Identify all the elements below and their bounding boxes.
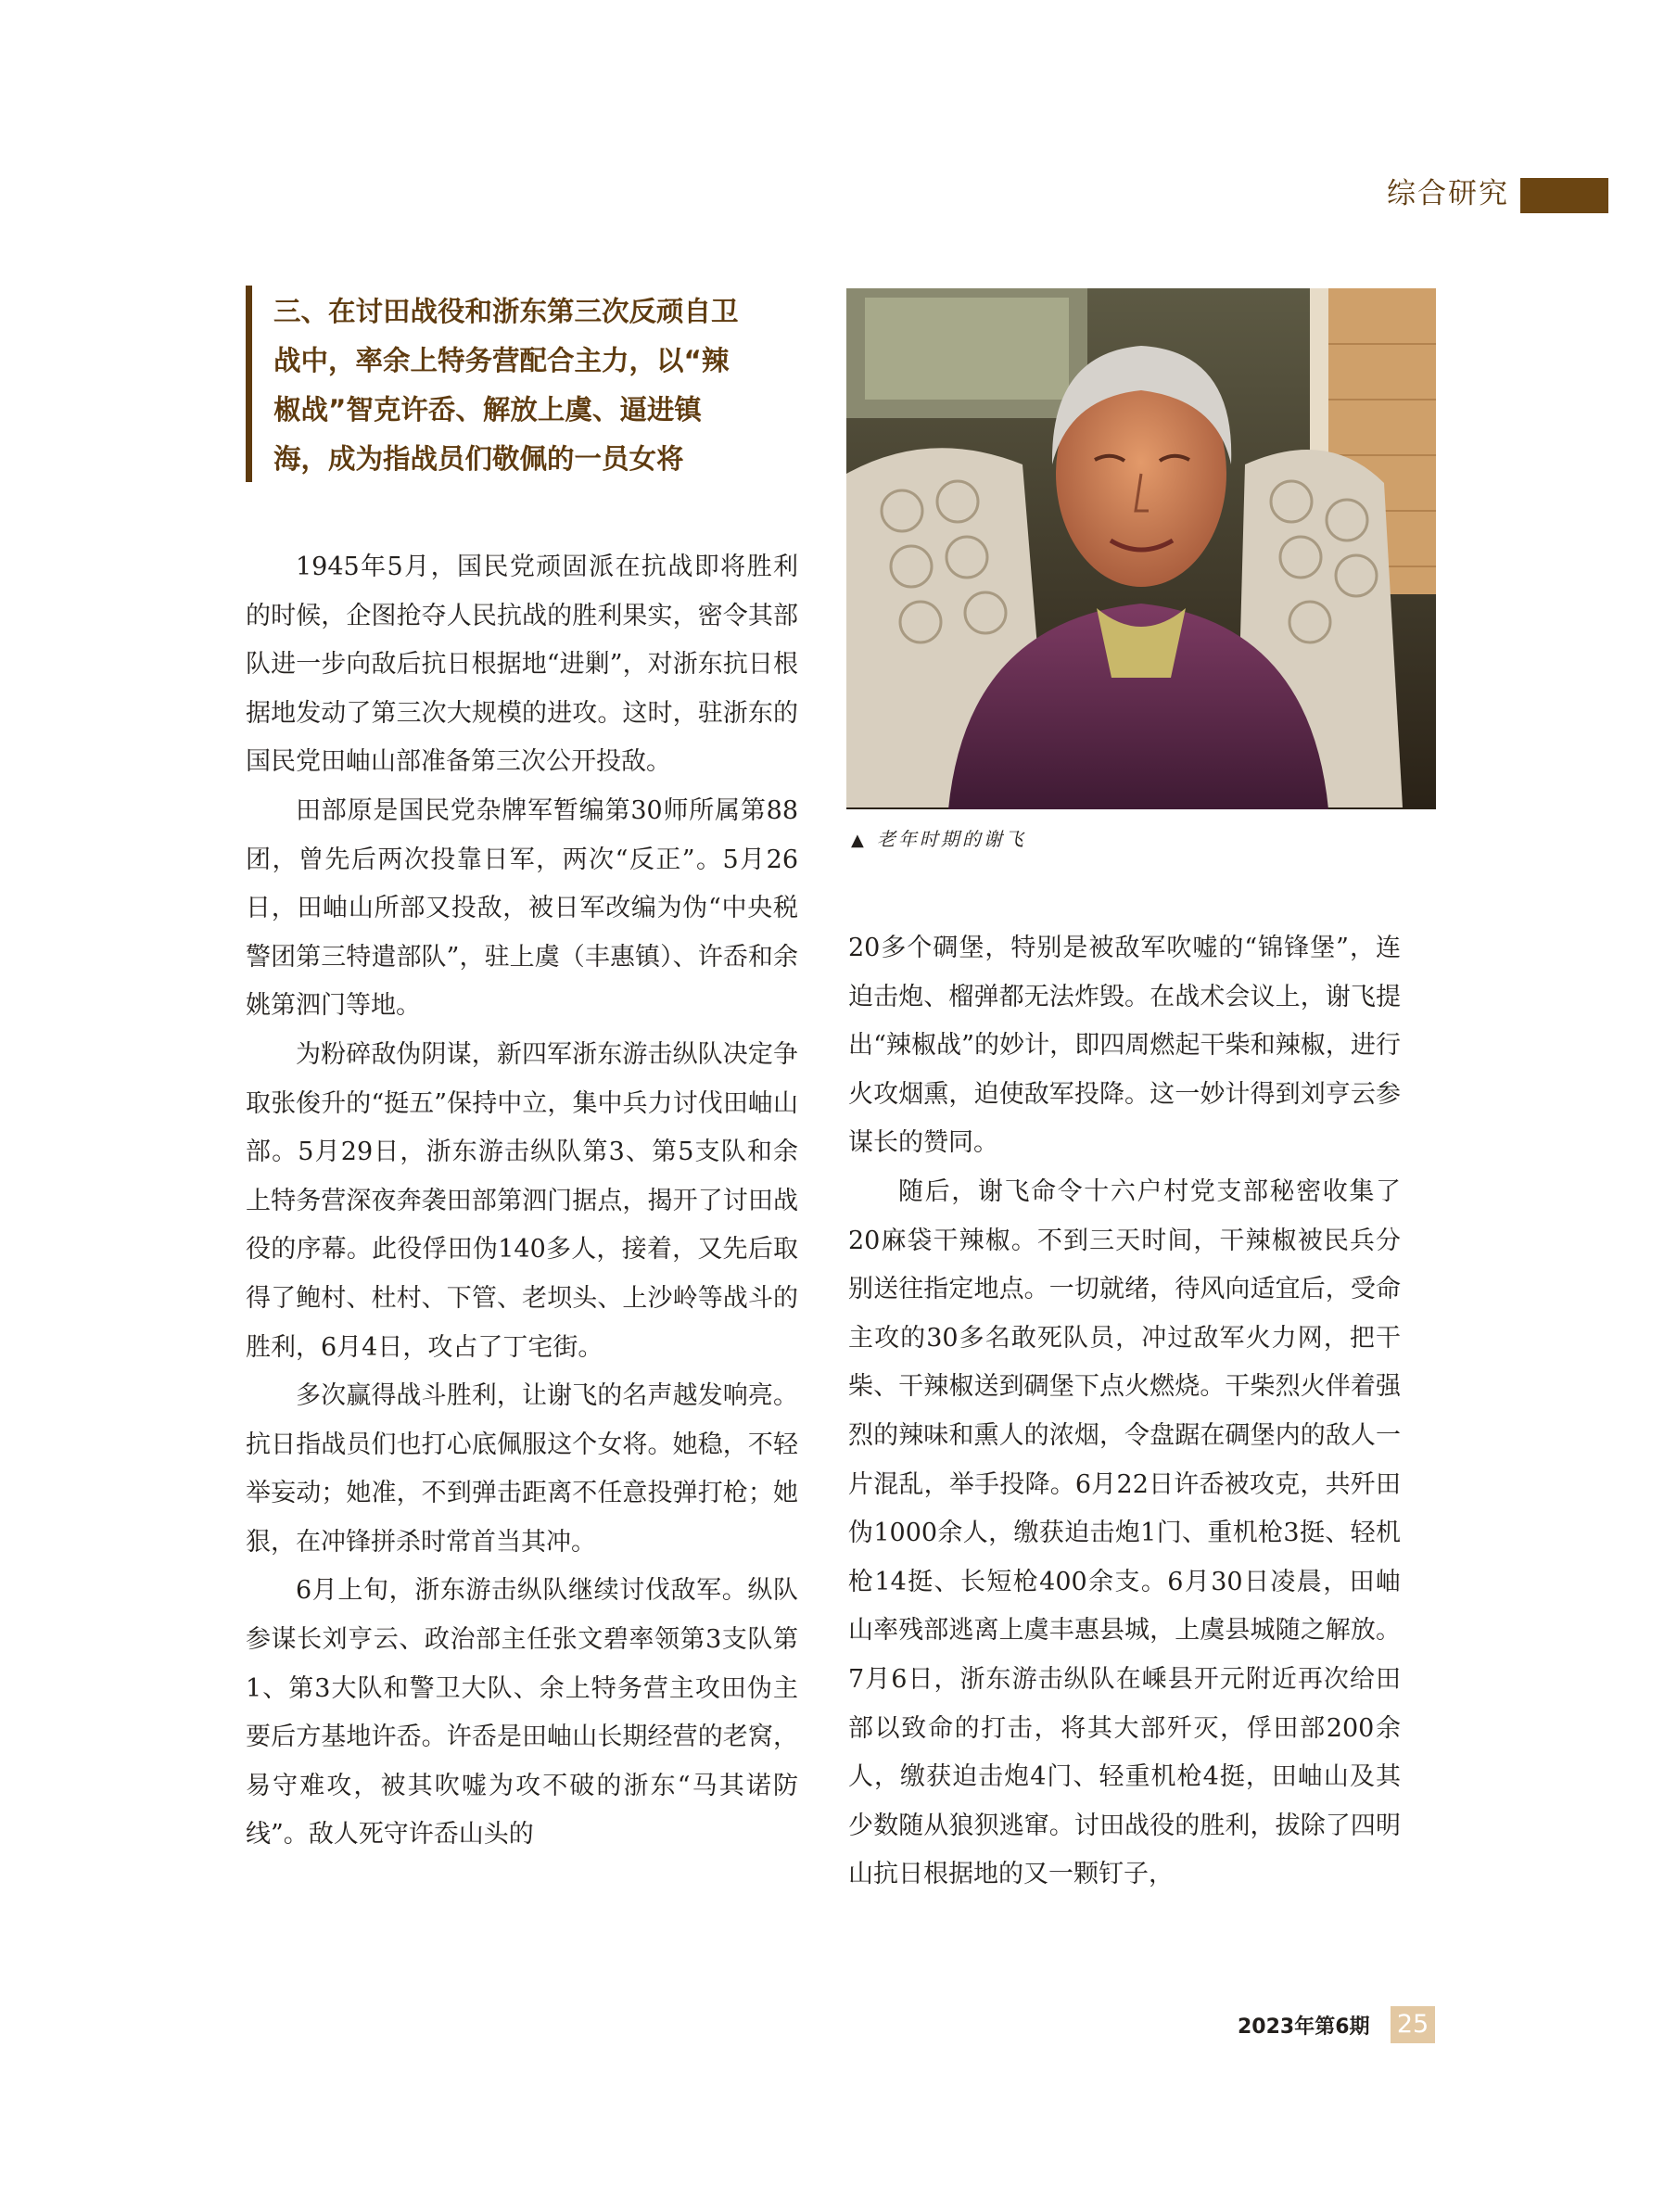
paragraph: 1945年5月，国民党顽固派在抗战即将胜利的时候，企图抢夺人民抗战的胜利果实，密令其部队进一步向敌后抗日根据地“进剿”，对浙东抗日根据地发动了第三次大规模的进攻。这时，驻浙东的国民党田岫山部准备第三次公开投敌。: [246, 553, 798, 777]
caption-text: 老年时期的谢飞: [876, 828, 1026, 850]
issue-label: 2023年第6期: [1238, 2015, 1370, 2039]
portrait-photo: [846, 288, 1436, 809]
section-accent-bar: [1520, 178, 1608, 213]
subheading-line: 三、在讨田战役和浙东第三次反顽自卫: [273, 296, 739, 327]
photo-caption: [851, 824, 1026, 854]
paragraph: 田部原是国民党杂牌军暂编第30师所属第88团，曾先后两次投靠日军，两次“反正”。5月26日，田岫山所部又投敌，被日军改编为伪“中央税警团第三特遣部队”，驻上虞（丰惠镇）、许岙和余姚第泗门等地。: [246, 795, 798, 1021]
section-label: 综合研究: [1387, 177, 1509, 210]
subheading-line: 椒战”智克许岙、解放上虞、逼进镇: [273, 394, 702, 426]
article-column-right: [848, 924, 1401, 1900]
subheading-line: 海，成为指战员们敬佩的一员女将: [273, 443, 684, 475]
subheading-line: 战中，率余上特务营配合主力，以“辣: [273, 345, 730, 376]
paragraph: 多次赢得战斗胜利，让谢飞的名声越发响亮。抗日指战员们也打心底佩服这个女将。她稳，不轻举妄动；她准，不到弹击距离不任意投弹打枪；她狠，在冲锋拼杀时常首当其冲。: [246, 1381, 798, 1557]
caption-marker-icon: ▲: [851, 831, 864, 850]
page-number: 25: [1391, 2006, 1435, 2043]
portrait-illustration: [846, 288, 1436, 809]
subheading-rule: [246, 286, 252, 482]
paragraph: 20多个碉堡，特别是被敌军吹嘘的“锦锋堡”，连迫击炮、榴弹都无法炸毁。在战术会议上，谢飞提出“辣椒战”的妙计，即四周燃起干柴和辣椒，进行火攻烟熏，迫使敌军投降。这一妙计得到刘亨云参谋长的赞同。: [848, 934, 1401, 1158]
paragraph: 随后，谢飞命令十六户村党支部秘密收集了20麻袋干辣椒。不到三天时间，干辣椒被民兵分别送往指定地点。一切就绪，待风向适宜后，受命主攻的30多名敢死队员，冲过敌军火力网，把干柴、干辣椒送到碉堡下点火燃烧。干柴烈火伴着强烈的辣味和熏人的浓烟，令盘踞在碉堡内的敌人一片混乱，举手投降。6月22日许岙被攻克，共歼田伪1000余人，缴获迫击炮1门、重机枪3挺、轻机枪14挺、长短枪400余支。6月30日凌晨，田岫山率残部逃离上虞丰惠县城，上虞县城随之解放。7月6日，浙东游击纵队在嵊县开元附近再次给田部以致命的打击，将其大部歼灭，俘田部200余人，缴获迫击炮4门、轻重机枪4挺，田岫山及其少数随从狼狈逃窜。讨田战役的胜利，拔除了四明山抗日根据地的又一颗钉子，: [848, 1176, 1401, 1889]
paragraph: 为粉碎敌伪阴谋，新四军浙东游击纵队决定争取张俊升的“挺五”保持中立，集中兵力讨伐田岫山部。5月29日，浙东游击纵队第3、第5支队和余上特务营深夜奔袭田部第泗门据点，揭开了讨田战役的序幕。此役俘田伪140多人，接着，又先后取得了鲍村、杜村、下管、老坝头、上沙岭等战斗的胜利，6月4日，攻占了丁宅街。: [246, 1039, 798, 1362]
subheading: [273, 287, 811, 484]
paragraph: 6月上旬，浙东游击纵队继续讨伐敌军。纵队参谋长刘亨云、政治部主任张文碧率领第3支队第1、第3大队和警卫大队、余上特务营主攻田伪主要后方基地许岙。许岙是田岫山长期经营的老窝，易守难攻，被其吹嘘为攻不破的浙东“马其诺防线”。敌人死守许岙山头的: [246, 1576, 798, 1850]
article-column-left: [246, 543, 798, 1860]
